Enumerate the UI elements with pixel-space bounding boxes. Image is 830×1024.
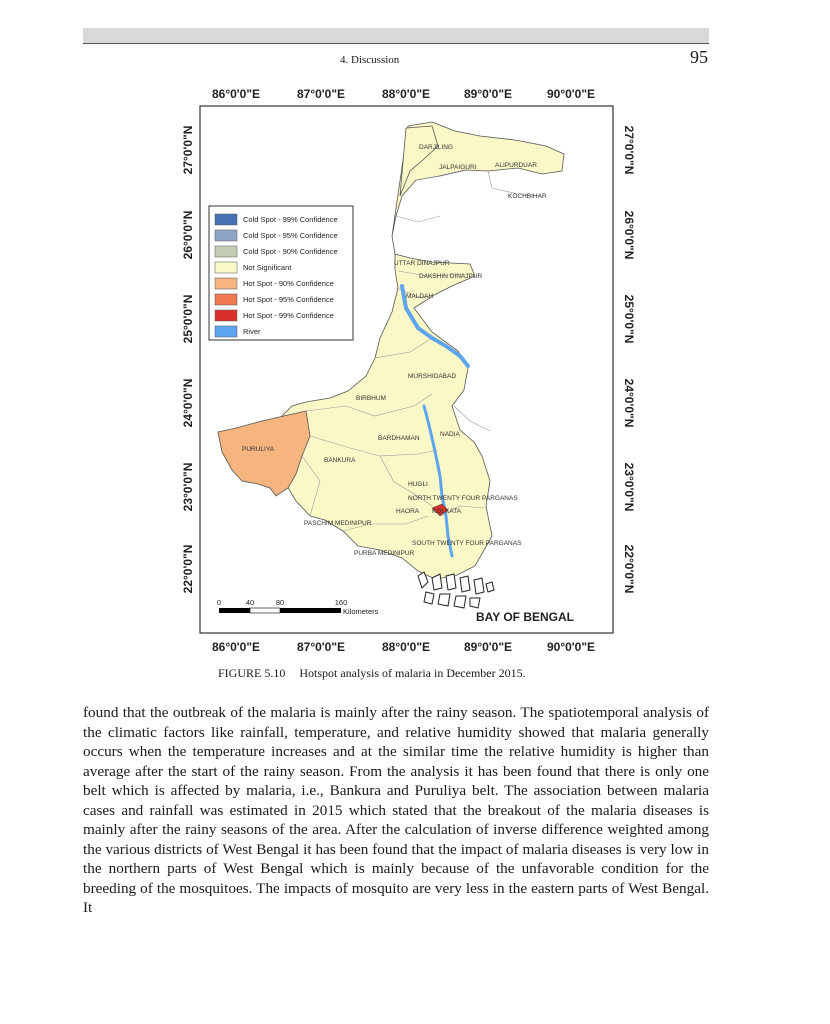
legend [209,206,353,340]
legend-label: Cold Spot - 90% Confidence [243,247,338,256]
island [454,596,466,608]
lat-label-22-right: 22°0'0"N [622,544,636,594]
lat-label-27-right: 27°0'0"N [622,125,636,175]
scale-segment [280,608,341,613]
scale-unit: Kilometers [343,607,379,616]
island [486,582,494,592]
bay-of-bengal-label: BAY OF BENGAL [475,610,575,624]
legend-label: River [243,327,261,336]
lon-label-86-bottom: 86°0'0"E [211,640,261,654]
legend-swatch [215,214,237,225]
lat-label-25-right: 25°0'0"N [622,294,636,344]
caption-text: Hotspot analysis of malaria in December 2015. [299,666,526,680]
label-kolkata: KOLKATA [432,508,462,515]
label-bardhaman: BARDHAMAN [378,435,420,442]
lon-label-90-bottom: 90°0'0"E [546,640,596,654]
label-nadia: NADIA [440,431,460,438]
bottom-longitude-labels [212,640,595,654]
figure-caption [218,666,526,681]
lon-label-89-bottom: 89°0'0"E [463,640,513,654]
label-birbhum: BIRBHUM [356,395,386,402]
caption-label: FIGURE 5.10 [218,666,286,680]
body-paragraph: found that the outbreak of the malaria is mainly after the rainy season. The spatiotemporal analysis of the climatic factors like rainfall, temperature, and relative humidity showed that malaria generally occurs when the temperature increases and at the similar time the relative humidity is higher than average after the start of the rainy season. From the analysis it has been found that there is only one belt which is affected by malaria, i.e., Bankura and Puruliya belt. The association between malaria cases and rainfall was estimated in 2015 which stated that the breakout of the malaria diseases is mainly after the rainy seasons of the area. After the calculation of inverse difference weighted among the various districts of West Bengal it has been found that the impact of malaria diseases is very low in the northern parts of West Bengal which is mainly because of the unfavorable condition for the breeding of the mosquitoes. The impacts of mosquito are very less in the eastern parts of West Bengal. It [83,704,709,916]
label-bankura: BANKURA [324,457,356,464]
lon-label-86-top: 86°0'0"E [211,87,261,101]
lon-label-89-top: 89°0'0"E [463,87,513,101]
island [460,576,470,592]
legend-item [215,262,292,273]
lat-label-26-right: 26°0'0"N [622,210,636,260]
legend-label: Not Significant [243,263,292,272]
legend-item [215,310,334,321]
island [474,578,484,594]
label-darjiling: DARJILING [419,144,453,151]
legend-swatch [215,278,237,289]
lat-label-24-right: 24°0'0"N [622,378,636,428]
legend-swatch [215,310,237,321]
label-uttar-dinajpur: UTTAR DINAJPUR [394,260,450,267]
lon-label-88-bottom: 88°0'0"E [381,640,431,654]
hotspot-map-figure [170,76,640,661]
legend-item [215,278,334,289]
label-south-24: SOUTH TWENTY FOUR PARGANAS [412,540,522,547]
island [438,594,450,606]
lat-label-24-left: 24°0'0"N [181,378,195,428]
lon-label-90-top: 90°0'0"E [546,87,596,101]
label-dakshin-dinajpur: DAKSHIN DINAJPUR [419,273,483,280]
scale-tick-40: 40 [245,598,255,607]
legend-label: Cold Spot - 99% Confidence [243,215,338,224]
legend-item [215,214,338,225]
legend-swatch [215,262,237,273]
label-puruliya: PURULIYA [242,446,275,453]
right-latitude-labels [622,126,636,594]
legend-swatch [215,294,237,305]
label-jalpaiguri: JALPAIGURI [439,164,477,171]
scale-tick-0: 0 [216,598,222,607]
scale-segment [250,608,280,613]
left-latitude-labels [181,126,195,594]
header-band [83,28,709,44]
scale-segment [219,608,250,613]
lat-label-22-left: 22°0'0"N [181,544,195,594]
page-number: 95 [690,47,708,67]
legend-item [215,230,338,241]
island [424,592,434,604]
island [470,598,480,608]
legend-swatch [215,230,237,241]
scale-tick-160: 160 [334,598,348,607]
scale-tick-80: 80 [275,598,285,607]
legend-label: Hot Spot - 99% Confidence [243,311,334,320]
lat-label-23-right: 23°0'0"N [622,462,636,512]
lat-label-25-left: 25°0'0"N [181,294,195,344]
running-head: 4. Discussion [340,54,400,66]
lat-label-23-left: 23°0'0"N [181,462,195,512]
label-hugli: HUGLI [408,481,428,488]
label-north-24: NORTH TWENTY FOUR PARGANAS [408,495,518,502]
lat-label-26-left: 26°0'0"N [181,210,195,260]
legend-label: Hot Spot - 95% Confidence [243,295,334,304]
hotspot-map [170,76,640,661]
legend-item [215,246,338,257]
label-paschim-medinipur: PASCHIM MEDINIPUR [304,520,372,527]
legend-swatch [215,326,237,337]
label-purba-medinipur: PURBA MEDINIPUR [354,550,415,557]
legend-swatch [215,246,237,257]
lat-label-27-left: 27°0'0"N [181,125,195,175]
lon-label-88-top: 88°0'0"E [381,87,431,101]
label-haora: HAORA [396,508,420,515]
legend-item [215,294,334,305]
legend-label: Hot Spot - 90% Confidence [243,279,334,288]
lon-label-87-top: 87°0'0"E [296,87,346,101]
island [446,574,456,590]
label-maldah: MALDAH [406,293,434,300]
legend-label: Cold Spot - 95% Confidence [243,231,338,240]
top-longitude-labels [212,87,595,101]
label-murshidabad: MURSHIDABAD [408,373,457,380]
lon-label-87-bottom: 87°0'0"E [296,640,346,654]
label-alipurduar: ALIPURDUAR [495,162,537,169]
label-kochbihar: KOCHBIHAR [508,193,547,200]
